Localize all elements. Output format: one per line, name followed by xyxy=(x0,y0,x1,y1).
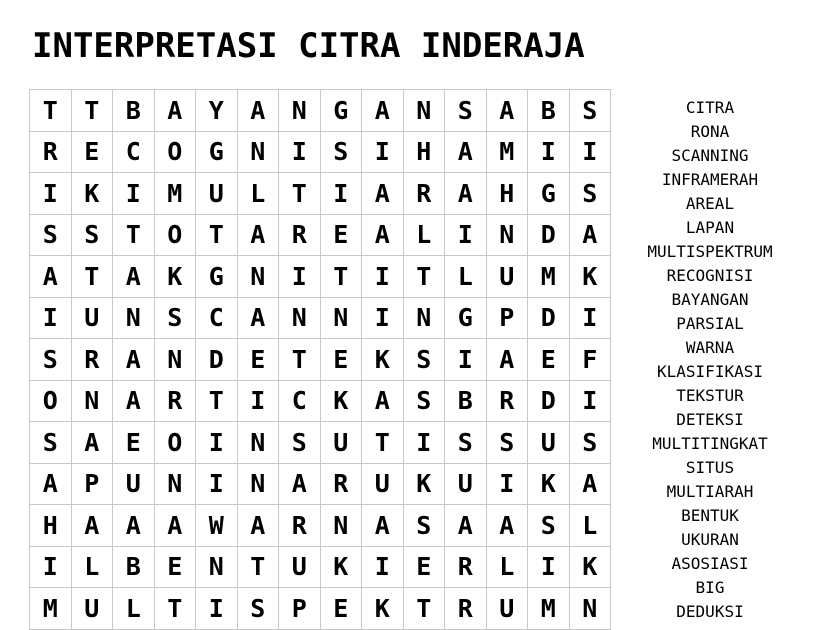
grid-cell[interactable]: B xyxy=(113,547,155,589)
grid-cell[interactable]: E xyxy=(155,547,197,589)
grid-cell[interactable]: T xyxy=(113,215,155,257)
grid-cell[interactable]: I xyxy=(404,422,446,464)
grid-cell[interactable]: A xyxy=(113,381,155,423)
grid-cell[interactable]: T xyxy=(72,256,114,298)
grid-cell[interactable]: R xyxy=(155,381,197,423)
grid-cell[interactable]: I xyxy=(279,132,321,174)
word-list xyxy=(640,96,780,624)
grid-cell[interactable]: S xyxy=(445,422,487,464)
grid-cell[interactable]: S xyxy=(238,588,280,630)
grid-cell[interactable]: S xyxy=(155,298,197,340)
grid-cell[interactable]: A xyxy=(570,464,612,506)
word-list-item: RONA xyxy=(690,122,730,141)
grid-cell[interactable]: D xyxy=(528,381,570,423)
grid-cell[interactable]: K xyxy=(404,464,446,506)
grid-cell[interactable]: I xyxy=(487,464,529,506)
letter-grid xyxy=(29,89,612,630)
grid-cell[interactable]: U xyxy=(279,547,321,589)
grid-cell[interactable]: I xyxy=(196,588,238,630)
grid-cell[interactable]: S xyxy=(72,215,114,257)
grid-cell[interactable]: N xyxy=(113,298,155,340)
grid-cell[interactable]: I xyxy=(362,547,404,589)
grid-cell[interactable]: Y xyxy=(196,90,238,132)
word-list-item: PARSIAL xyxy=(676,314,744,333)
grid-cell[interactable]: D xyxy=(196,339,238,381)
grid-cell[interactable]: L xyxy=(72,547,114,589)
grid-cell[interactable]: I xyxy=(238,381,280,423)
grid-cell[interactable]: A xyxy=(362,173,404,215)
grid-cell[interactable]: L xyxy=(570,505,612,547)
grid-cell[interactable]: T xyxy=(196,381,238,423)
grid-cell[interactable]: K xyxy=(321,381,363,423)
word-list-item: WARNA xyxy=(685,338,735,357)
grid-cell[interactable]: A xyxy=(113,505,155,547)
grid-cell[interactable]: B xyxy=(528,90,570,132)
grid-cell[interactable]: R xyxy=(445,588,487,630)
grid-cell[interactable]: A xyxy=(445,505,487,547)
grid-cell[interactable]: T xyxy=(404,588,446,630)
grid-cell[interactable]: N xyxy=(238,256,280,298)
grid-cell[interactable]: A xyxy=(30,464,72,506)
grid-cell[interactable]: A xyxy=(362,381,404,423)
grid-cell[interactable]: A xyxy=(487,90,529,132)
grid-cell[interactable]: M xyxy=(30,588,72,630)
grid-cell[interactable]: A xyxy=(487,339,529,381)
grid-cell[interactable]: A xyxy=(113,339,155,381)
grid-cell[interactable]: A xyxy=(72,422,114,464)
word-list-item: DETEKSI xyxy=(676,410,744,429)
grid-cell[interactable]: U xyxy=(487,256,529,298)
word-list-item: SITUS xyxy=(685,458,735,477)
grid-cell[interactable]: U xyxy=(113,464,155,506)
grid-cell[interactable]: N xyxy=(155,339,197,381)
grid-cell[interactable]: G xyxy=(196,132,238,174)
word-list-item: SCANNING xyxy=(671,146,749,165)
grid-cell[interactable]: S xyxy=(30,215,72,257)
grid-cell[interactable]: H xyxy=(30,505,72,547)
grid-cell[interactable]: N xyxy=(155,464,197,506)
grid-cell[interactable]: L xyxy=(113,588,155,630)
word-list-item: ASOSIASI xyxy=(671,554,749,573)
grid-cell[interactable]: I xyxy=(528,132,570,174)
word-list-item: MULTIARAH xyxy=(666,482,754,501)
word-list-item: UKURAN xyxy=(681,530,739,549)
grid-cell[interactable]: M xyxy=(155,173,197,215)
grid-cell[interactable]: E xyxy=(321,339,363,381)
grid-cell[interactable]: L xyxy=(238,173,280,215)
grid-cell[interactable]: I xyxy=(570,381,612,423)
grid-cell[interactable]: S xyxy=(30,339,72,381)
grid-cell[interactable]: D xyxy=(528,298,570,340)
puzzle-title: INTERPRETASI CITRA INDERAJA xyxy=(32,26,585,66)
word-list-item: INFRAMERAH xyxy=(661,170,759,189)
word-list-item: MULTISPEKTRUM xyxy=(647,242,773,261)
grid-cell[interactable]: P xyxy=(487,298,529,340)
grid-cell[interactable]: E xyxy=(404,547,446,589)
grid-cell[interactable]: F xyxy=(570,339,612,381)
grid-cell[interactable]: A xyxy=(570,215,612,257)
grid-cell[interactable]: I xyxy=(30,298,72,340)
grid-cell[interactable]: A xyxy=(445,173,487,215)
grid-cell[interactable]: S xyxy=(570,173,612,215)
grid-cell[interactable]: G xyxy=(321,90,363,132)
grid-cell[interactable]: S xyxy=(570,422,612,464)
grid-cell[interactable]: S xyxy=(445,90,487,132)
word-list-item: BIG xyxy=(695,578,725,597)
word-list-item: CITRA xyxy=(685,98,735,117)
grid-cell[interactable]: T xyxy=(238,547,280,589)
grid-cell[interactable]: A xyxy=(30,256,72,298)
grid-cell[interactable]: I xyxy=(362,256,404,298)
grid-cell[interactable]: O xyxy=(155,132,197,174)
grid-cell[interactable]: A xyxy=(155,505,197,547)
grid-cell[interactable]: S xyxy=(570,90,612,132)
grid-cell[interactable]: A xyxy=(72,505,114,547)
grid-cell[interactable]: T xyxy=(279,173,321,215)
grid-cell[interactable]: I xyxy=(279,256,321,298)
grid-cell[interactable]: S xyxy=(30,422,72,464)
grid-cell[interactable]: N xyxy=(238,132,280,174)
grid-cell[interactable]: R xyxy=(487,381,529,423)
grid-cell[interactable]: N xyxy=(72,381,114,423)
grid-cell[interactable]: E xyxy=(321,215,363,257)
grid-cell[interactable]: K xyxy=(155,256,197,298)
grid-cell[interactable]: C xyxy=(113,132,155,174)
grid-cell[interactable]: T xyxy=(30,90,72,132)
grid-cell[interactable]: L xyxy=(445,256,487,298)
grid-cell[interactable]: H xyxy=(404,132,446,174)
grid-cell[interactable]: T xyxy=(321,256,363,298)
grid-cell[interactable]: K xyxy=(72,173,114,215)
grid-cell[interactable]: I xyxy=(445,215,487,257)
grid-cell[interactable]: U xyxy=(362,464,404,506)
grid-cell[interactable]: N xyxy=(321,505,363,547)
grid-cell[interactable]: I xyxy=(445,339,487,381)
grid-cell[interactable]: B xyxy=(113,90,155,132)
grid-cell[interactable]: I xyxy=(321,173,363,215)
grid-cell[interactable]: S xyxy=(404,381,446,423)
grid-cell[interactable]: I xyxy=(30,547,72,589)
grid-cell[interactable]: A xyxy=(487,505,529,547)
grid-cell[interactable]: W xyxy=(196,505,238,547)
grid-cell[interactable]: N xyxy=(404,90,446,132)
grid-cell[interactable]: G xyxy=(528,173,570,215)
grid-cell[interactable]: E xyxy=(528,339,570,381)
grid-cell[interactable]: M xyxy=(528,256,570,298)
word-list-item: BENTUK xyxy=(681,506,739,525)
grid-cell[interactable]: T xyxy=(279,339,321,381)
grid-cell[interactable]: R xyxy=(30,132,72,174)
grid-cell[interactable]: R xyxy=(72,339,114,381)
grid-cell[interactable]: N xyxy=(279,298,321,340)
grid-cell[interactable]: K xyxy=(570,256,612,298)
grid-cell[interactable]: N xyxy=(238,464,280,506)
grid-cell[interactable]: I xyxy=(570,132,612,174)
grid-cell[interactable]: O xyxy=(30,381,72,423)
grid-cell[interactable]: R xyxy=(279,215,321,257)
grid-cell[interactable]: A xyxy=(362,505,404,547)
grid-cell[interactable]: I xyxy=(30,173,72,215)
grid-cell[interactable]: S xyxy=(404,339,446,381)
grid-cell[interactable]: U xyxy=(321,422,363,464)
grid-cell[interactable]: A xyxy=(113,256,155,298)
grid-cell[interactable]: M xyxy=(487,132,529,174)
grid-cell[interactable]: S xyxy=(528,505,570,547)
grid-cell[interactable]: R xyxy=(279,505,321,547)
grid-cell[interactable]: C xyxy=(279,381,321,423)
grid-cell[interactable]: N xyxy=(321,298,363,340)
grid-cell[interactable]: U xyxy=(72,298,114,340)
grid-cell[interactable]: E xyxy=(321,588,363,630)
grid-cell[interactable]: S xyxy=(404,505,446,547)
grid-cell[interactable]: N xyxy=(404,298,446,340)
grid-cell[interactable]: K xyxy=(321,547,363,589)
grid-cell[interactable]: P xyxy=(72,464,114,506)
grid-cell[interactable]: S xyxy=(279,422,321,464)
grid-cell[interactable]: I xyxy=(528,547,570,589)
grid-cell[interactable]: N xyxy=(487,215,529,257)
grid-cell[interactable]: P xyxy=(279,588,321,630)
grid-cell[interactable]: A xyxy=(238,215,280,257)
grid-cell[interactable]: I xyxy=(196,422,238,464)
word-list-item: DEDUKSI xyxy=(676,602,744,621)
grid-cell[interactable]: A xyxy=(279,464,321,506)
word-list-item: MULTITINGKAT xyxy=(652,434,768,453)
grid-cell[interactable]: A xyxy=(238,505,280,547)
grid-cell[interactable]: L xyxy=(487,547,529,589)
grid-cell[interactable]: T xyxy=(362,422,404,464)
grid-cell[interactable]: U xyxy=(445,464,487,506)
grid-cell[interactable]: I xyxy=(196,464,238,506)
grid-cell[interactable]: I xyxy=(113,173,155,215)
word-list-item: AREAL xyxy=(685,194,735,213)
grid-cell[interactable]: S xyxy=(321,132,363,174)
grid-cell[interactable]: L xyxy=(404,215,446,257)
grid-cell[interactable]: H xyxy=(487,173,529,215)
grid-cell[interactable]: O xyxy=(155,215,197,257)
grid-cell[interactable]: I xyxy=(362,298,404,340)
grid-cell[interactable]: K xyxy=(570,547,612,589)
grid-cell[interactable]: A xyxy=(238,298,280,340)
grid-cell[interactable]: A xyxy=(362,215,404,257)
grid-cell[interactable]: U xyxy=(528,422,570,464)
grid-cell[interactable]: U xyxy=(196,173,238,215)
grid-cell[interactable]: S xyxy=(487,422,529,464)
grid-cell[interactable]: B xyxy=(445,381,487,423)
word-list-item: BAYANGAN xyxy=(671,290,749,309)
word-list-item: KLASIFIKASI xyxy=(657,362,763,381)
grid-cell[interactable]: M xyxy=(528,588,570,630)
grid-cell[interactable]: K xyxy=(528,464,570,506)
grid-cell[interactable]: E xyxy=(113,422,155,464)
grid-cell[interactable]: U xyxy=(72,588,114,630)
grid-cell[interactable]: G xyxy=(196,256,238,298)
grid-cell[interactable]: N xyxy=(279,90,321,132)
grid-cell[interactable]: G xyxy=(445,298,487,340)
grid-cell[interactable]: T xyxy=(155,588,197,630)
grid-cell[interactable]: R xyxy=(445,547,487,589)
grid-cell[interactable]: N xyxy=(570,588,612,630)
grid-cell[interactable]: N xyxy=(196,547,238,589)
grid-cell[interactable]: A xyxy=(155,90,197,132)
grid-cell[interactable]: D xyxy=(528,215,570,257)
grid-cell[interactable]: O xyxy=(155,422,197,464)
word-list-item: TEKSTUR xyxy=(676,386,744,405)
grid-cell[interactable]: N xyxy=(238,422,280,464)
grid-cell[interactable]: E xyxy=(238,339,280,381)
grid-cell[interactable]: K xyxy=(362,588,404,630)
grid-cell[interactable]: R xyxy=(321,464,363,506)
grid-cell[interactable]: I xyxy=(570,298,612,340)
grid-cell[interactable]: T xyxy=(72,90,114,132)
grid-cell[interactable]: K xyxy=(362,339,404,381)
grid-cell[interactable]: A xyxy=(362,90,404,132)
word-list-item: LAPAN xyxy=(685,218,735,237)
grid-cell[interactable]: C xyxy=(196,298,238,340)
grid-cell[interactable]: T xyxy=(404,256,446,298)
grid-cell[interactable]: A xyxy=(445,132,487,174)
word-list-item: RECOGNISI xyxy=(666,266,754,285)
grid-cell[interactable]: E xyxy=(72,132,114,174)
grid-cell[interactable]: A xyxy=(238,90,280,132)
grid-cell[interactable]: R xyxy=(404,173,446,215)
grid-cell[interactable]: T xyxy=(196,215,238,257)
grid-cell[interactable]: I xyxy=(362,132,404,174)
grid-cell[interactable]: U xyxy=(487,588,529,630)
